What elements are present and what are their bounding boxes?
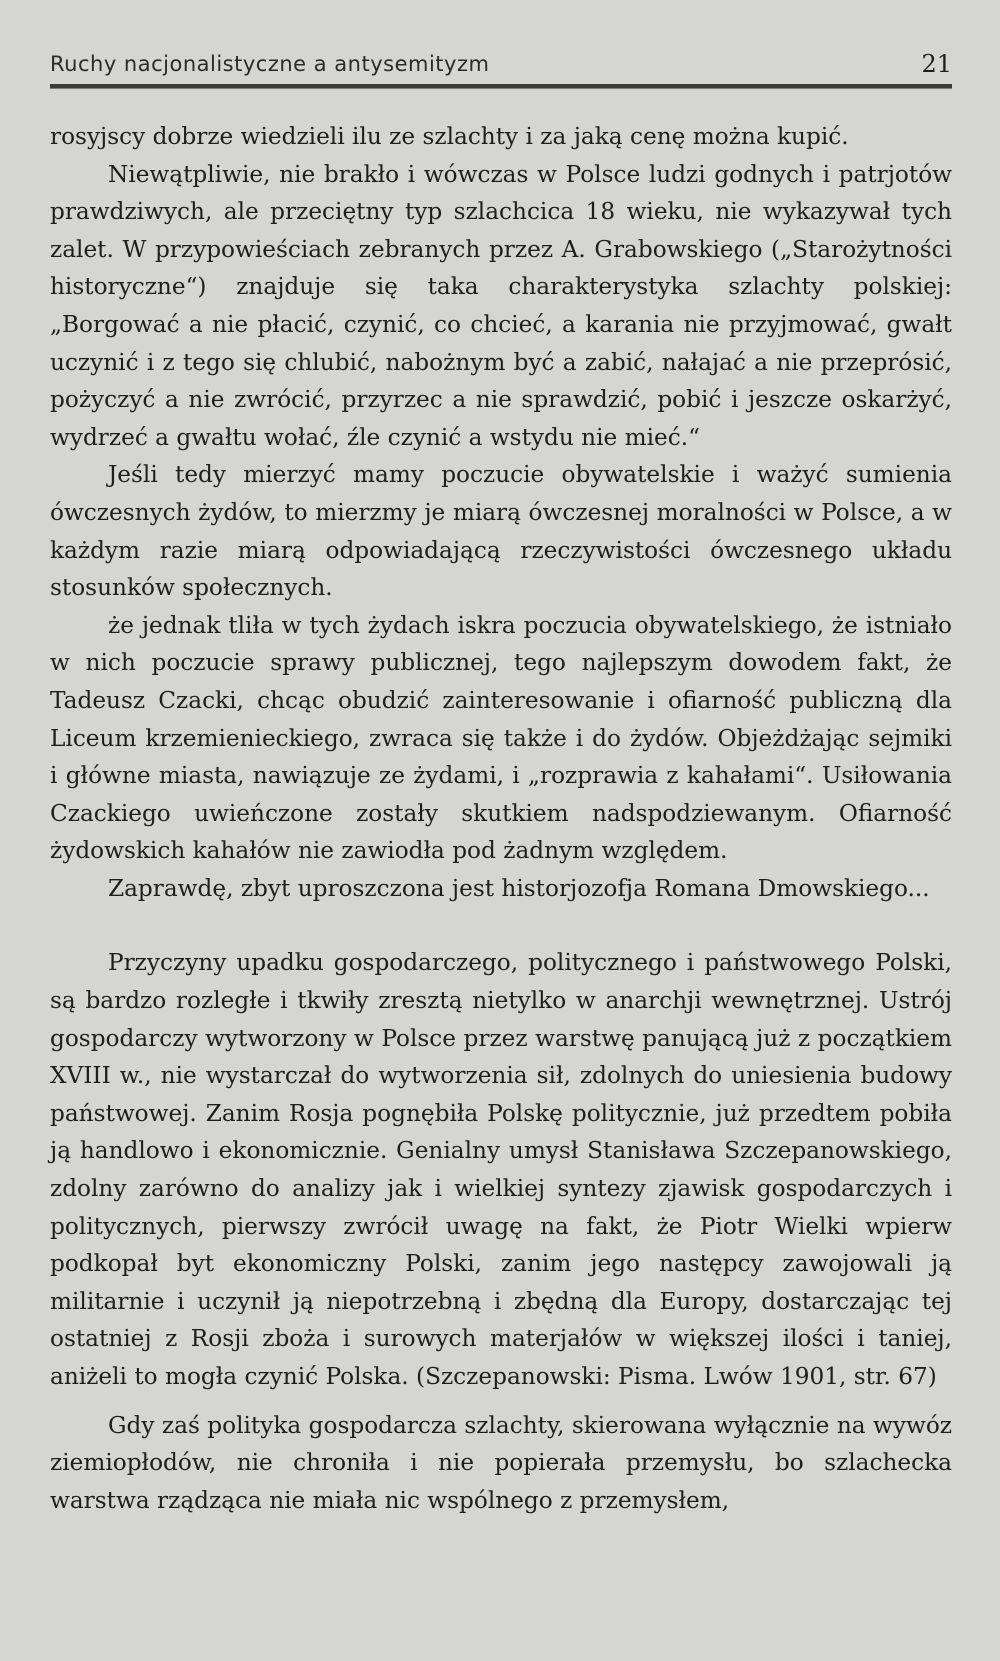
paragraph: Jeśli tedy mierzyć mamy poczucie obywatelskie i ważyć sumienia ówczesnych żydów, to mierzmy je miarą ówczesnej moralności w Polsce, a w każdym razie miarą odpowiadającą rzeczywistości ówczesnego układu stosunków społecznych. (50, 461, 952, 602)
page-header (50, 48, 952, 88)
paragraph: Niewątpliwie, nie brakło i wówczas w Polsce ludzi godnych i patrjotów prawdziwych, ale przeciętny typ szlachcica 18 wieku, nie wykazywał tych zalet. W przypowieściach zebranych przez A. Grabowskiego („Starożytności historyczne“) znajduje się taka charakterystyka szlachty polskiej: „Borgować a nie płacić, czynić, co chcieć, a karania nie przyjmować, gwałt uczynić i z tego się chlubić, nabożnym być a zabić, nałajać a nie przeprósić, pożyczyć a nie zwrócić, przyrzec a nie sprawdzić, pobić i jeszcze oskarżyć, wydrzeć a gwałtu wołać, źle czynić a wstydu nie mieć.“ (50, 160, 952, 451)
header-rule (50, 84, 952, 89)
paragraph: Przyczyny upadku gospodarczego, politycznego i państwowego Polski, są bardzo rozległe i tkwiły zresztą nietylko w anarchji wewnętrznej. Ustrój gospodarczy wytworzony w Polsce przez warstwę panującą już z początkiem XVIII w., nie wystarczał do wytworzenia sił, zdolnych do uniesienia budowy państwowej. Zanim Rosja pognębiła Polskę politycznie, już przedtem pobiła ją handlowo i ekonomicznie. Genialny umysł Stanisława Szczepanowskiego, zdolny zarówno do analizy jak i wielkiej syntezy zjawisk gospodarczych i politycznych, pierwszy zwrócił uwagę na fakt, że Piotr Wielki wpierw podkopał byt ekonomiczny Polski, zanim jego następcy zawojowali ją militarnie i uczynił ją niepotrzebną i zbędną dla Europy, dostarczając tej ostatniej z Rosji zboża i surowych materjałów w większej ilości i taniej, aniżeli to mogła czynić Polska. (Szczepanowski: Pisma. Lwów 1901, str. 67) (50, 949, 952, 1390)
paragraph: Gdy zaś polityka gospodarcza szlachty, skierowana wyłącznie na wywóz ziemiopłodów, nie chroniła i nie popierała przemysłu, bo szlachecka warstwa rządząca nie miała nic wspólnego z przemysłem, (50, 1411, 952, 1514)
running-title: Ruchy nacjonalistyczne a antysemityzm (50, 52, 490, 76)
paragraph: Zaprawdę, zbyt uproszczona jest historjozofja Romana Dmowskiego... (108, 874, 930, 902)
paragraph: że jednak tliła w tych żydach iskra poczucia obywatelskiego, że istniało w nich poczucie sprawy publicznej, tego najlepszym dowodem fakt, że Tadeusz Czacki, chcąc obudzić zainteresowanie i ofiarność publiczną dla Liceum krzemienieckiego, zwraca się także i do żydów. Objeżdżając sejmiki i główne miasta, nawiązuje ze żydami, i „rozprawia z kahałami“. Usiłowania Czackiego uwieńczone zostały skutkiem nadspodziewanym. Ofiarność żydowskich kahałów nie zawiodła pod żadnym względem. (50, 611, 952, 865)
page-number: 21 (921, 50, 952, 78)
paragraph: rosyjscy dobrze wiedzieli ilu ze szlachty i za jaką cenę można kupić. (50, 123, 849, 150)
body-text (50, 118, 952, 1519)
